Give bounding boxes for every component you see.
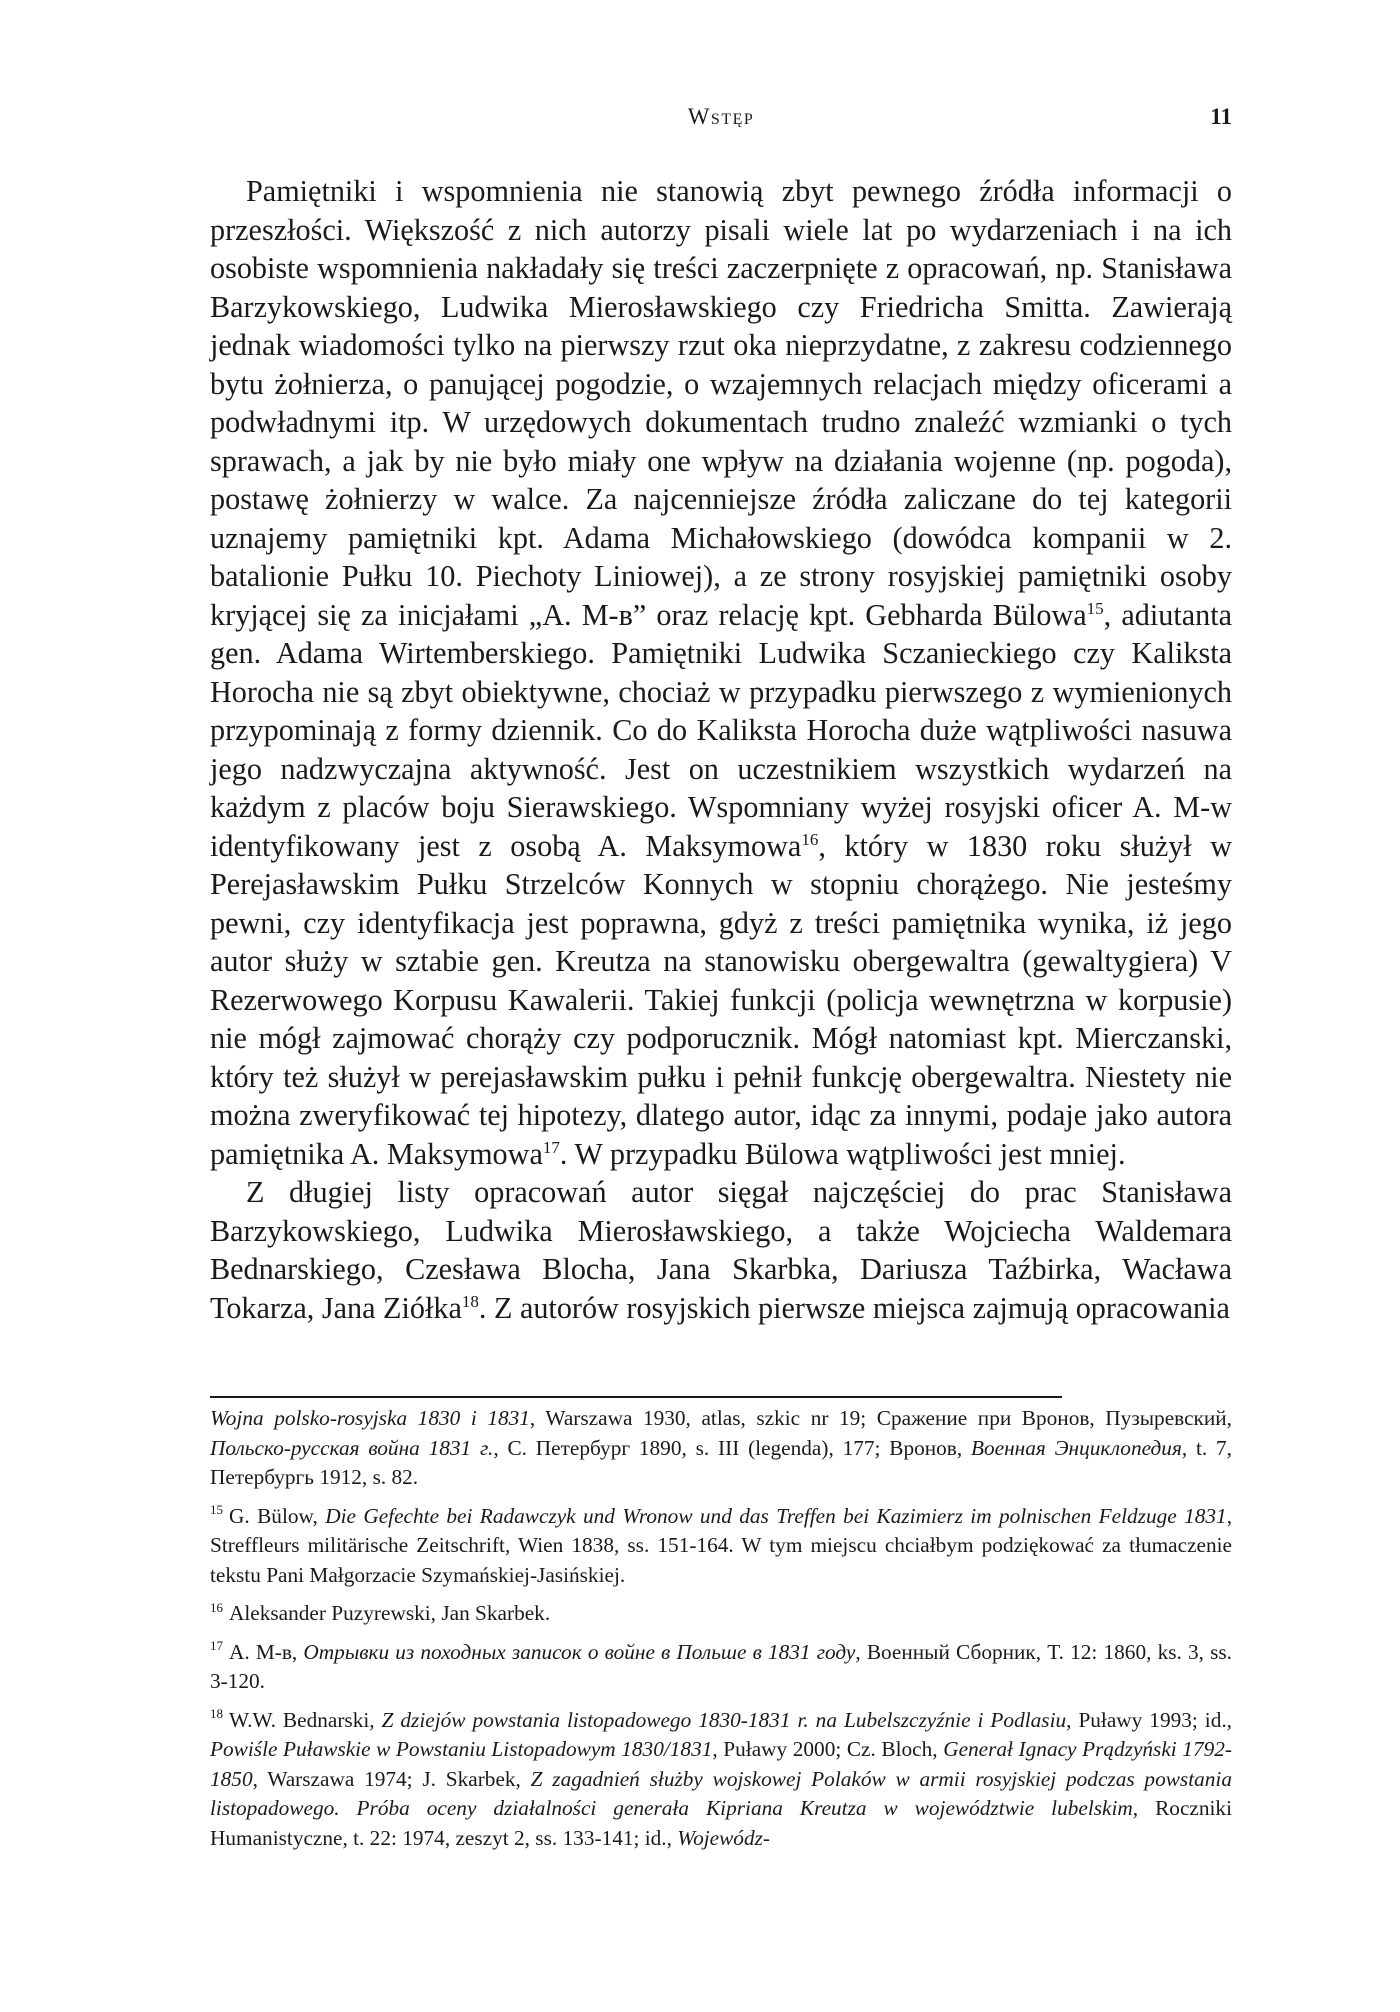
running-head <box>210 104 1232 134</box>
footnote-title: Военная Энциклопедия <box>970 1435 1182 1460</box>
footnote-ref-16[interactable]: 16 <box>801 829 819 849</box>
paragraph <box>210 1173 1232 1327</box>
text-run: . W przypadku Bülowa wątpliwości jest mniej. <box>559 1136 1126 1171</box>
paragraph <box>210 172 1232 1173</box>
footnote-text: G. Bülow, <box>229 1503 326 1528</box>
footnote-text: , Warszawa 1974; J. Skarbek, <box>252 1766 531 1791</box>
footnote-title: Польско-русская война 1831 г. <box>210 1435 494 1460</box>
footnotes <box>210 1404 1232 1862</box>
footnote-text: , Puławy 2000; Cz. Bloch, <box>712 1737 944 1761</box>
footnote-title: Z dziejów powstania listopadowego 1830-1831 r. na Lubelszczyźnie i Podlasiu <box>381 1707 1067 1732</box>
footnote-number: 16 <box>210 1599 223 1615</box>
footnote-text: , С. Петербург 1890, s. III (legenda), 177; Вронов, <box>493 1435 971 1460</box>
footnote-text: A. M-в, <box>229 1639 304 1664</box>
footnote-title: Z zagadnień służby wojskowej Polaków w armii rosyjskiej podczas powstania listopadowego. Próba oceny działalności generała Kipriana Kreutza w województwie lubelskim <box>210 1766 1232 1820</box>
footnote-title: Отрывки из походных записок о войне в Польше в 1831 году <box>303 1639 856 1664</box>
footnote-text: , Streffleurs militärische Zeitschrift, Wien 1838, ss. 151-164. W tym miejscu chciałbym podziękować za tłumaczenie tekstu Pani Małgorzacie Szymańskiej-Jasińskiej. <box>210 1503 1233 1587</box>
footnote-text: Aleksander Puzyrewski, Jan Skarbek. <box>229 1601 551 1625</box>
text-run: . Z autorów rosyjskich pierwsze miejsca zajmują opracowania <box>478 1290 1230 1325</box>
footnote-number: 18 <box>210 1706 223 1722</box>
page-number: 11 <box>1210 104 1232 129</box>
text-run: , adiutanta gen. Adama Wirtemberskiego. Pamiętniki Ludwika Sczanieckiego czy Kaliksta Horocha nie są zbyt obiektywne, chociaż w przypadku pierwszego z wymienionych przypominają z formy dziennik. Co do Kaliksta Horocha duże wątpliwości nasuwa jego nadzwyczajna aktywność. Jest on uczestnikiem wszystkich wydarzeń na każdym z placów boju Sierawskiego. Wspomniany wyżej rosyjski oficer A. M-w identyfikowany jest z osobą A. Maksymowa <box>210 597 1232 863</box>
footnote-17 <box>210 1638 1232 1697</box>
footnote-divider <box>210 1396 1062 1398</box>
footnote-16 <box>210 1599 1232 1629</box>
footnote-ref-17[interactable]: 17 <box>542 1137 560 1157</box>
text-run: Pamiętniki i wspomnienia nie stanowią zbyt pewnego źródła informacji o przeszłości. Większość z nich autorzy pisali wiele lat po wydarzeniach i na ich osobiste wspomnienia nakładały się treści zaczerpnięte z opracowań, np. Stanisława Barzykowskiego, Ludwika Mierosławskiego czy Friedricha Smitta. Zawierają jednak wiadomości tylko na pierwszy rzut oka nieprzydatne, z zakresu codziennego bytu żołnierza, o panującej pogodzie, o wzajemnych relacjach między oficerami a podwładnymi itp. W urzędowych dokumentach trudno znaleźć wzmianki o tych sprawach, a jak by nie było miały one wpływ na działania wojenne (np. pogoda), postawę żołnierzy w walce. Za najcenniejsze źródła zaliczane do tej kategorii uznajemy pamiętniki kpt. Adama Michałowskiego (dowódca kompanii w 2. batalionie Pułku 10. Piechoty Liniowej), a ze strony rosyjskiej pamiętniki osoby kryjącej się za inicjałami „A. M-в” oraz relację kpt. Gebharda Bülowa <box>210 174 1232 632</box>
footnote-text: W.W. Bednarski, <box>229 1707 382 1732</box>
running-title: Wstęp <box>687 104 755 129</box>
footnote-15 <box>210 1502 1232 1591</box>
footnote-continuation <box>210 1404 1232 1493</box>
footnote-ref-18[interactable]: 18 <box>461 1291 479 1311</box>
footnote-text: , t. 7, Петербургь 1912, s. 82. <box>210 1435 1232 1489</box>
footnote-ref-15[interactable]: 15 <box>1086 598 1104 618</box>
footnote-text: , Военный Сборник, T. 12: 1860, ks. 3, ss. 3-120. <box>210 1639 1232 1693</box>
footnote-title: Wojewódz- <box>677 1825 770 1850</box>
footnote-number: 17 <box>210 1638 223 1654</box>
footnote-text: , Warszawa 1930, atlas, szkic nr 19; Сражение при Вронов, Пузыревский, <box>529 1406 1233 1430</box>
footnote-title: Generał Ignacy Prądzyński 1792-1850 <box>210 1737 1232 1791</box>
footnote-title: Die Gefechte bei Radawczyk und Wronow und das Treffen bei Kazimierz im polnischen Feldzuge 1831 <box>325 1503 1227 1528</box>
footnote-text: , Roczniki Humanistyczne, t. 22: 1974, zeszyt 2, ss. 133-141; id., <box>210 1796 1232 1850</box>
text-run: Z długiej listy opracowań autor sięgał najczęściej do prac Stanisława Barzykowskiego, Ludwika Mierosławskiego, a także Wojciecha Waldemara Bednarskiego, Czesława Blocha, Jana Skarbka, Dariusza Taźbirka, Wacława Tokarza, Jana Ziółka <box>210 1175 1232 1325</box>
footnote-title: Powiśle Puławskie w Powstaniu Listopadowym 1830/1831 <box>210 1737 713 1761</box>
footnote-number: 15 <box>210 1502 223 1518</box>
text-run: , który w 1830 roku służył w Perejasławskim Pułku Strzelców Konnych w stopniu chorążego. Nie jesteśmy pewni, czy identyfikacja jest poprawna, gdyż z treści pamiętnika wynika, iż jego autor służy w sztabie gen. Kreutza na stanowisku obergewaltra (gewaltygiera) V Rezerwowego Korpusu Kawalerii. Takiej funkcji (policja wewnętrzna w korpusie) nie mógł zajmować chorąży czy podporucznik. Mógł natomiast kpt. Mierczanski, który też służył w perejasławskim pułku i pełnił funkcję obergewaltra. Niestety nie można zweryfikować tej hipotezy, dlatego autor, idąc za innymi, podaje jako autora pamiętnika A. Maksymowa <box>210 828 1232 1171</box>
footnote-title: Wojna polsko-rosyjska 1830 i 1831 <box>210 1406 530 1430</box>
footnote-18 <box>210 1706 1232 1854</box>
footnote-text: , Puławy 1993; id., <box>1066 1707 1233 1732</box>
main-text <box>210 172 1232 1327</box>
